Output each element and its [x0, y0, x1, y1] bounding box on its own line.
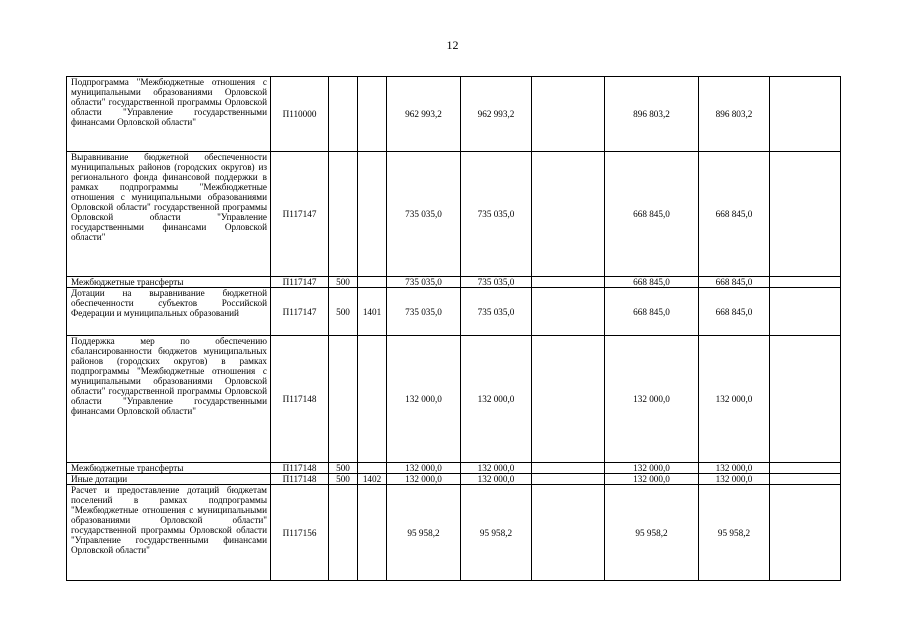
amount-5-cell: 132 000,0 — [699, 336, 770, 463]
amount-2-cell: 132 000,0 — [461, 463, 532, 474]
amount-6-cell — [770, 77, 841, 152]
amount-6-cell — [770, 463, 841, 474]
expense-type-cell: 500 — [329, 463, 358, 474]
expense-type-cell — [329, 336, 358, 463]
amount-2-cell: 962 993,2 — [461, 77, 532, 152]
amount-3-cell — [532, 77, 605, 152]
amount-3-cell — [532, 277, 605, 288]
expense-type-cell — [329, 152, 358, 277]
row-name-cell: Расчет и предоставление дотаций бюджетам поселений в рамках подпрограммы "Межбюджетные отношения с муниципальными образованиями Орловской области" государственной программы Орловской области "Управление государственными финансами Орловской области" — [67, 485, 271, 581]
target-article-cell: П117147 — [271, 152, 329, 277]
table-row — [67, 485, 841, 581]
expense-type-cell: 500 — [329, 277, 358, 288]
table-row — [67, 463, 841, 474]
amount-5-cell: 95 958,2 — [699, 485, 770, 581]
section-cell: 1401 — [358, 288, 387, 336]
amount-4-cell: 132 000,0 — [605, 336, 699, 463]
amount-1-cell: 132 000,0 — [387, 336, 461, 463]
target-article-cell: П117148 — [271, 336, 329, 463]
amount-1-cell: 132 000,0 — [387, 463, 461, 474]
amount-1-cell: 95 958,2 — [387, 485, 461, 581]
amount-3-cell — [532, 336, 605, 463]
amount-1-cell: 735 035,0 — [387, 288, 461, 336]
amount-2-cell: 735 035,0 — [461, 288, 532, 336]
amount-2-cell: 132 000,0 — [461, 336, 532, 463]
amount-2-cell: 132 000,0 — [461, 474, 532, 485]
amount-6-cell — [770, 336, 841, 463]
section-cell: 1402 — [358, 474, 387, 485]
section-cell — [358, 463, 387, 474]
amount-4-cell: 668 845,0 — [605, 152, 699, 277]
expense-type-cell: 500 — [329, 474, 358, 485]
amount-5-cell: 668 845,0 — [699, 288, 770, 336]
amount-4-cell: 132 000,0 — [605, 474, 699, 485]
amount-4-cell: 896 803,2 — [605, 77, 699, 152]
amount-3-cell — [532, 288, 605, 336]
amount-2-cell: 735 035,0 — [461, 277, 532, 288]
expense-type-cell: 500 — [329, 288, 358, 336]
amount-6-cell — [770, 485, 841, 581]
table-row — [67, 77, 841, 152]
amount-4-cell: 668 845,0 — [605, 277, 699, 288]
row-name-cell: Иные дотации — [67, 474, 271, 485]
row-name-cell: Поддержка мер по обеспечению сбалансированности бюджетов муниципальных районов (городских округов) в рамках подпрограммы "Межбюджетные отношения с муниципальными образованиями Орловской области" государственной программы Орловской области "Управление государственными финансами Орловской области" — [67, 336, 271, 463]
amount-4-cell: 668 845,0 — [605, 288, 699, 336]
target-article-cell: П117148 — [271, 474, 329, 485]
amount-5-cell: 132 000,0 — [699, 474, 770, 485]
row-name-cell: Подпрограмма "Межбюджетные отношения с муниципальными образованиями Орловской области" государственной программы Орловской области "Управление государственными финансами Орловской области" — [67, 77, 271, 152]
table-row — [67, 474, 841, 485]
target-article-cell: П117147 — [271, 277, 329, 288]
amount-6-cell — [770, 288, 841, 336]
amount-3-cell — [532, 474, 605, 485]
amount-5-cell: 668 845,0 — [699, 152, 770, 277]
amount-6-cell — [770, 474, 841, 485]
amount-4-cell: 132 000,0 — [605, 463, 699, 474]
row-name-cell: Межбюджетные трансферты — [67, 277, 271, 288]
expense-type-cell — [329, 485, 358, 581]
amount-2-cell: 95 958,2 — [461, 485, 532, 581]
amount-4-cell: 95 958,2 — [605, 485, 699, 581]
target-article-cell: П110000 — [271, 77, 329, 152]
section-cell — [358, 77, 387, 152]
amount-5-cell: 896 803,2 — [699, 77, 770, 152]
table-row — [67, 152, 841, 277]
amount-6-cell — [770, 277, 841, 288]
amount-3-cell — [532, 152, 605, 277]
table-row — [67, 288, 841, 336]
amount-3-cell — [532, 485, 605, 581]
table-row — [67, 277, 841, 288]
section-cell — [358, 152, 387, 277]
row-name-cell: Выравнивание бюджетной обеспеченности муниципальных районов (городских округов) из регионального фонда финансовой поддержки в рамках подпрограммы "Межбюджетные отношения с муниципальными образованиями Орловской области" государственной программы Орловской области "Управление государственными финансами Орловской области" — [67, 152, 271, 277]
amount-6-cell — [770, 152, 841, 277]
target-article-cell: П117148 — [271, 463, 329, 474]
section-cell — [358, 485, 387, 581]
amount-1-cell: 735 035,0 — [387, 152, 461, 277]
target-article-cell: П117156 — [271, 485, 329, 581]
amount-1-cell: 962 993,2 — [387, 77, 461, 152]
expense-type-cell — [329, 77, 358, 152]
table-row — [67, 336, 841, 463]
section-cell — [358, 336, 387, 463]
amount-5-cell: 132 000,0 — [699, 463, 770, 474]
amount-1-cell: 735 035,0 — [387, 277, 461, 288]
target-article-cell: П117147 — [271, 288, 329, 336]
amount-2-cell: 735 035,0 — [461, 152, 532, 277]
amount-3-cell — [532, 463, 605, 474]
row-name-cell: Дотации на выравнивание бюджетной обеспеченности субъектов Российской Федерации и муниципальных образований — [67, 288, 271, 336]
section-cell — [358, 277, 387, 288]
amount-1-cell: 132 000,0 — [387, 474, 461, 485]
budget-table — [66, 76, 841, 581]
row-name-cell: Межбюджетные трансферты — [67, 463, 271, 474]
amount-5-cell: 668 845,0 — [699, 277, 770, 288]
page-number: 12 — [446, 38, 459, 52]
